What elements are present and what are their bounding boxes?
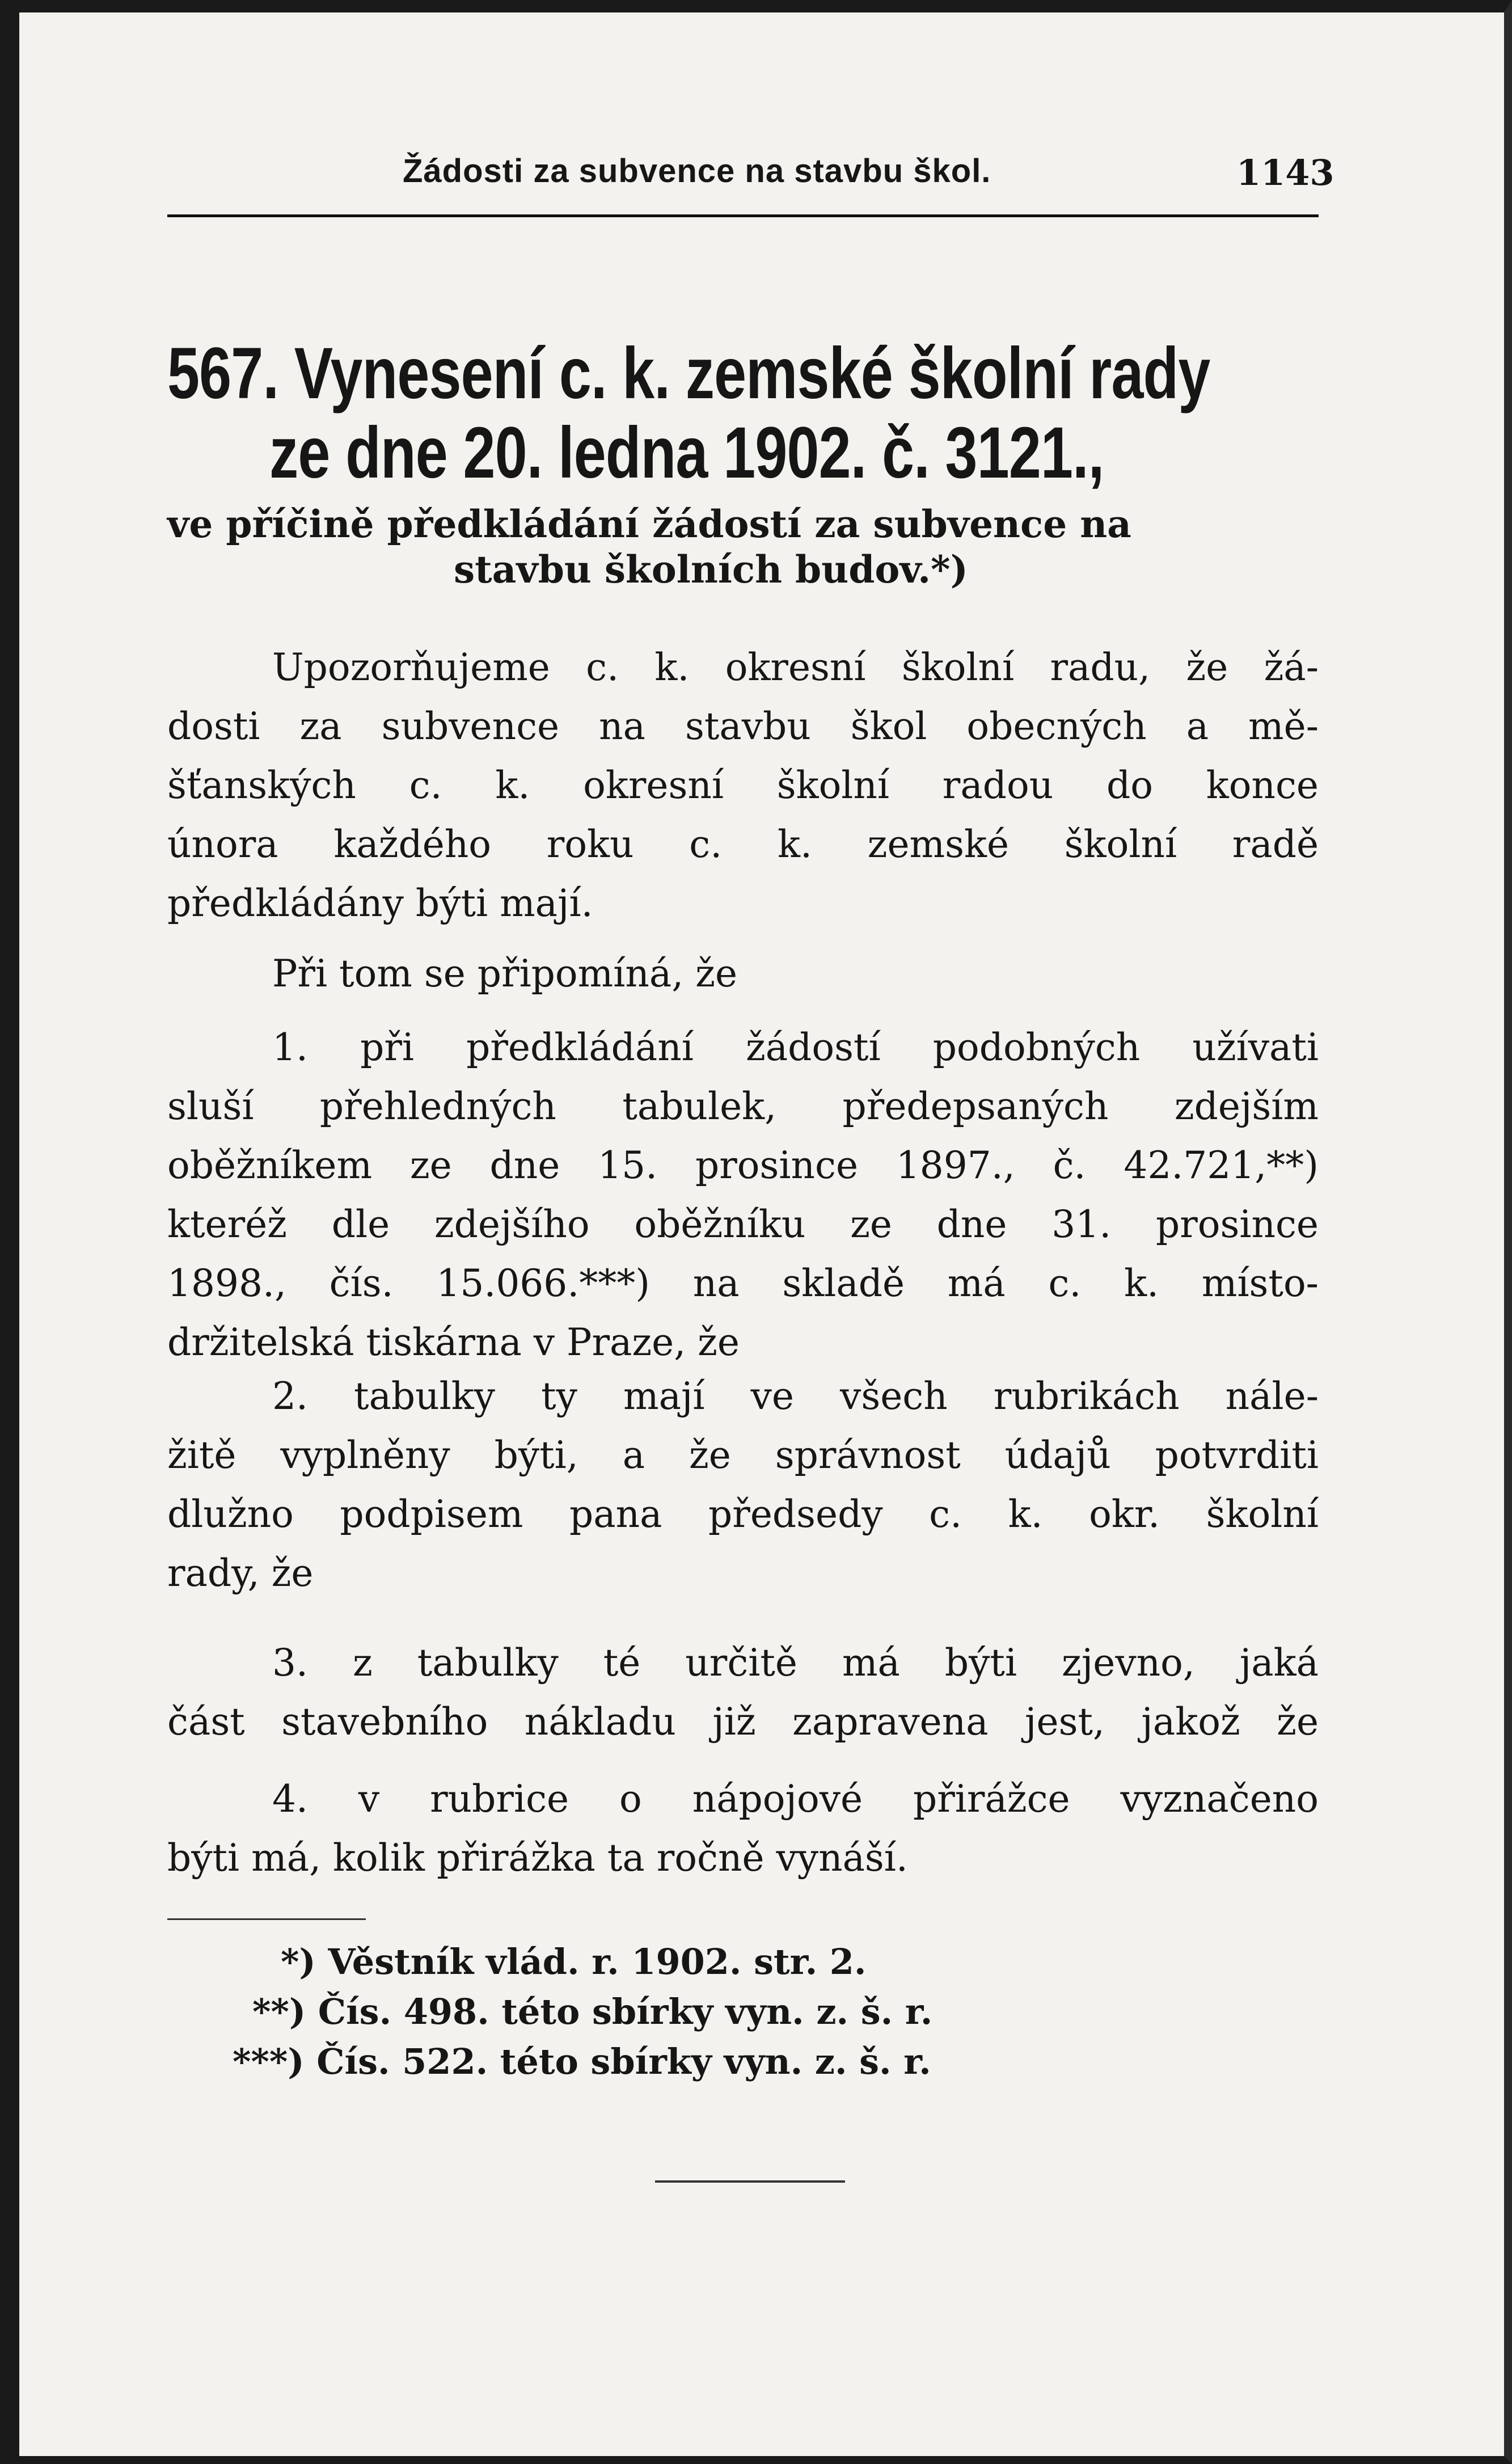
- paragraph-line: šťanských c. k. okresní školní radou do konce: [167, 763, 1319, 807]
- paragraph-line: žitě vyplněny býti, a že správnost údajů potvrditi: [167, 1433, 1319, 1477]
- paragraph-line: sluší přehledných tabulek, předepsaných zdejším: [167, 1085, 1319, 1128]
- document-title-line-1: 567. Vynesení c. k. zemské školní rady: [167, 333, 1210, 414]
- paragraph-line: dlužno podpisem pana předsedy c. k. okr. školní: [167, 1492, 1319, 1536]
- document-title-line-2: ze dne 20. ledna 1902. č. 3121.,: [269, 412, 1104, 493]
- paragraph-line: držitelská tiskárna v Praze, že: [167, 1320, 740, 1364]
- paragraph-item-4: [167, 1770, 1319, 1888]
- footnote-2: **) Čís. 498. této sbírky vyn. z. š. r.: [252, 1991, 933, 2032]
- paragraph-intro: [167, 638, 1319, 933]
- paragraph-line: rady, že: [167, 1551, 314, 1595]
- paragraph-item-2: [167, 1367, 1319, 1603]
- footnote-1: *) Věstník vlád. r. 1902. str. 2.: [281, 1941, 867, 1982]
- paragraph-line: býti má, kolik přirážka ta ročně vynáší.: [167, 1836, 908, 1880]
- paragraph-line: oběžníkem ze dne 15. prosince 1897., č. 42.721,**): [167, 1144, 1319, 1187]
- paragraph-line: kteréž dle zdejšího oběžníku ze dne 31. prosince: [167, 1203, 1319, 1246]
- page-number: 1143: [1236, 152, 1334, 193]
- paragraph-lead-in: [167, 944, 1319, 1003]
- running-head: Žádosti za subvence na stavbu škol.: [403, 153, 991, 189]
- paragraph-line: 1898., čís. 15.066.***) na skladě má c. k. místo-: [167, 1261, 1319, 1305]
- document-subtitle-line-2: stavbu školních budov.*): [454, 547, 968, 592]
- paragraph-item-3: [167, 1634, 1319, 1752]
- paragraph-line: 1. při předkládání žádostí podobných užívati: [272, 1026, 1319, 1069]
- footnote-3: ***) Čís. 522. této sbírky vyn. z. š. r.: [233, 2041, 931, 2082]
- paragraph-line: Při tom se připomíná, že: [272, 952, 738, 995]
- paragraph-line: 3. z tabulky té určitě má býti zjevno, jaká: [272, 1641, 1319, 1685]
- paragraph-line: 2. tabulky ty mají ve všech rubrikách nále-: [272, 1374, 1319, 1418]
- document-subtitle-line-1: ve příčině předkládání žádostí za subvence na: [167, 502, 1131, 546]
- footnotes: [167, 1937, 1319, 2087]
- paragraph-line: Upozorňujeme c. k. okresní školní radu, že žá-: [272, 645, 1319, 689]
- paragraph-line: část stavebního nákladu již zapravena jest, jakož že: [167, 1700, 1319, 1744]
- footnote-rule: [167, 1918, 366, 1920]
- paragraph-item-1: [167, 1018, 1319, 1372]
- paragraph-line: dosti za subvence na stavbu škol obecných a mě-: [167, 704, 1319, 748]
- end-rule: [655, 2180, 845, 2183]
- paragraph-line: února každého roku c. k. zemské školní radě: [167, 822, 1319, 866]
- paragraph-line: předkládány býti mají.: [167, 881, 593, 925]
- header-rule: [167, 214, 1319, 217]
- paragraph-line: 4. v rubrice o nápojové přirážce vyznačeno: [272, 1777, 1319, 1821]
